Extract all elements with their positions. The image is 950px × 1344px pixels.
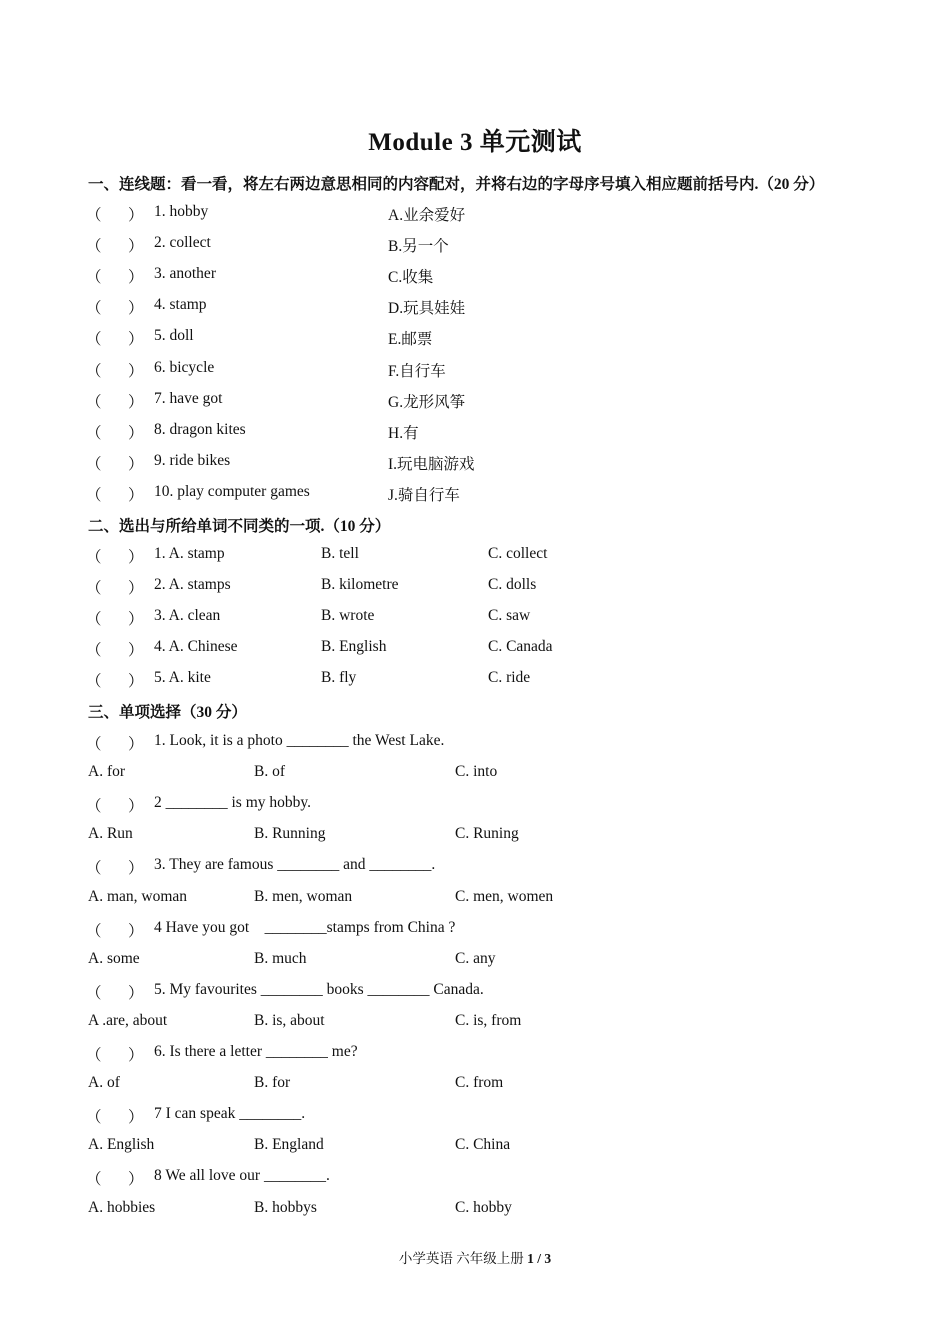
option-a: 1. A. stamp [154,545,225,562]
option-b: B. men, woman [254,887,353,905]
answer-bracket-close: ） [128,1171,144,1189]
match-right: G.龙形风筝 [388,393,466,411]
answer-bracket-open: （ [86,673,102,691]
section3-heading: 三、单项选择（30 分） [88,704,247,721]
answer-bracket-open: （ [86,736,102,753]
answer-bracket-open: （ [86,486,102,504]
option-a: A. some [88,949,140,967]
page-title: Module 3 单元测试 [368,129,582,156]
option-b: B. wrote [321,607,375,625]
option-c: C. Canada [488,638,553,656]
answer-bracket-close: ） [128,736,144,753]
answer-bracket-close: ） [128,238,144,256]
option-b: B. England [254,1136,324,1154]
match-left: 8. dragon kites [154,420,246,438]
answer-bracket-close: ） [128,673,144,691]
answer-bracket-open: （ [86,362,102,380]
match-right: I.玩电脑游戏 [388,455,475,473]
question-text: 3. They are famous ________ and ________. [154,856,436,874]
option-a: 5. A. kite [154,669,211,687]
answer-bracket-open: （ [86,860,102,878]
question-text: 1. Look, it is a photo ________ the West Lake. [154,732,445,749]
choice-options [88,1136,788,1160]
match-row [88,265,788,289]
match-row [88,452,788,476]
option-c: C. is, from [455,1011,522,1029]
option-b: B. much [254,949,307,967]
answer-bracket-open: （ [86,424,102,442]
answer-bracket-close: ） [128,549,144,566]
answer-bracket-close: ） [128,300,144,318]
choice-question [88,856,788,880]
answer-bracket-open: （ [86,455,102,473]
odd-one-out-row [88,545,788,569]
answer-bracket-open: （ [86,1171,102,1189]
match-row [88,327,788,351]
option-b: B. for [254,1074,291,1092]
option-a: A. for [88,763,126,781]
option-a: 3. A. clean [154,607,221,625]
answer-bracket-close: ） [128,424,144,442]
answer-bracket-close: ） [128,331,144,349]
option-b: B. kilometre [321,576,399,594]
choice-options [88,1199,788,1223]
match-left: 7. have got [154,389,223,407]
match-left: 10. play computer games [154,482,310,500]
option-a: 2. A. stamps [154,576,231,594]
match-row [88,234,788,258]
choice-options [88,888,788,912]
match-right: E.邮票 [388,331,433,349]
answer-bracket-open: （ [86,580,102,598]
answer-bracket-open: （ [86,331,102,349]
answer-bracket-open: （ [86,922,102,940]
answer-bracket-open: （ [86,238,102,256]
question-text: 4 Have you got ________stamps from China ? [154,918,456,936]
option-c: C. dolls [488,576,537,594]
answer-bracket-close: ） [128,580,144,598]
option-c: C. ride [488,669,531,687]
choice-options [88,763,788,787]
match-left: 4. stamp [154,296,207,314]
option-b: B. hobbys [254,1198,317,1216]
option-a: 4. A. Chinese [154,638,238,656]
section1-heading: 一、连线题：看一看，将左右两边意思相同的内容配对，并将右边的字母序号填入相应题前括号内.（20 分） [88,176,825,193]
answer-bracket-close: ） [128,984,144,1002]
answer-bracket-close: ） [128,362,144,380]
answer-bracket-close: ） [128,207,144,224]
question-text: 8 We all love our ________. [154,1167,330,1185]
answer-bracket-open: （ [86,611,102,629]
option-c: C. collect [488,545,548,562]
answer-bracket-close: ） [128,269,144,287]
choice-question [88,919,788,943]
option-a: A. Run [88,825,133,843]
match-row [88,296,788,320]
odd-one-out-row [88,638,788,662]
choice-question [88,981,788,1005]
odd-one-out-row [88,607,788,631]
option-b: B. Running [254,825,326,843]
answer-bracket-close: ） [128,393,144,411]
choice-options [88,1012,788,1036]
choice-question [88,732,788,756]
option-c: C. Runing [455,825,519,843]
choice-question [88,1167,788,1191]
answer-bracket-open: （ [86,549,102,566]
answer-bracket-close: ） [128,455,144,473]
answer-bracket-close: ） [128,1047,144,1064]
answer-bracket-close: ） [128,1109,144,1127]
option-a: A .are, about [88,1011,168,1029]
answer-bracket-open: （ [86,207,102,224]
answer-bracket-open: （ [86,393,102,411]
choice-question [88,1105,788,1129]
option-b: B. is, about [254,1011,325,1029]
option-b: B. of [254,763,285,781]
option-c: C. men, women [455,887,554,905]
choice-question [88,794,788,818]
option-c: C. saw [488,607,531,625]
footer-subject: 小学英语 六年级上册 [398,1251,528,1266]
match-right: F.自行车 [388,362,446,380]
question-text: 5. My favourites ________ books ________ Canada. [154,980,484,998]
option-b: B. tell [321,545,359,562]
choice-options [88,1074,788,1098]
answer-bracket-open: （ [86,269,102,287]
match-right: H.有 [388,424,419,442]
option-c: C. any [455,949,496,967]
option-b: B. English [321,638,387,656]
answer-bracket-close: ） [128,611,144,629]
match-left: 1. hobby [154,203,209,220]
answer-bracket-close: ） [128,486,144,504]
answer-bracket-close: ） [128,798,144,816]
option-c: C. from [455,1074,504,1092]
option-a: A. English [88,1136,155,1154]
footer-total: 3 [544,1251,552,1266]
answer-bracket-close: ） [128,642,144,660]
section2-heading: 二、选出与所给单词不同类的一项.（10 分） [88,518,391,535]
answer-bracket-open: （ [86,1109,102,1127]
match-right: D.玩具娃娃 [388,300,466,318]
match-row [88,359,788,383]
match-right: J.骑自行车 [388,486,460,504]
choice-options [88,825,788,849]
odd-one-out-row [88,669,788,693]
option-c: C. China [455,1136,511,1154]
footer-sep: / [533,1251,545,1266]
match-row [88,390,788,414]
answer-bracket-open: （ [86,1047,102,1064]
question-text: 6. Is there a letter ________ me? [154,1043,358,1060]
page-footer [0,1247,950,1267]
answer-bracket-open: （ [86,300,102,318]
match-left: 5. doll [154,327,194,345]
answer-bracket-open: （ [86,642,102,660]
question-text: 7 I can speak ________. [154,1105,306,1123]
question-text: 2 ________ is my hobby. [154,794,312,812]
answer-bracket-open: （ [86,984,102,1002]
match-row [88,483,788,507]
match-right: A.业余爱好 [388,207,466,224]
match-left: 3. another [154,265,216,283]
odd-one-out-row [88,576,788,600]
option-a: A. hobbies [88,1198,156,1216]
match-left: 6. bicycle [154,358,215,376]
option-b: B. fly [321,669,357,687]
footer-page: 1 [527,1251,534,1266]
match-right: C.收集 [388,269,434,287]
match-row [88,421,788,445]
option-a: A. of [88,1074,120,1092]
option-c: C. into [455,763,498,781]
answer-bracket-close: ） [128,860,144,878]
option-c: C. hobby [455,1198,512,1216]
match-row [88,203,788,227]
match-left: 9. ride bikes [154,451,231,469]
choice-options [88,950,788,974]
answer-bracket-open: （ [86,798,102,816]
match-right: B.另一个 [388,238,449,256]
answer-bracket-close: ） [128,922,144,940]
option-a: A. man, woman [88,887,188,905]
choice-question [88,1043,788,1067]
match-left: 2. collect [154,234,211,252]
